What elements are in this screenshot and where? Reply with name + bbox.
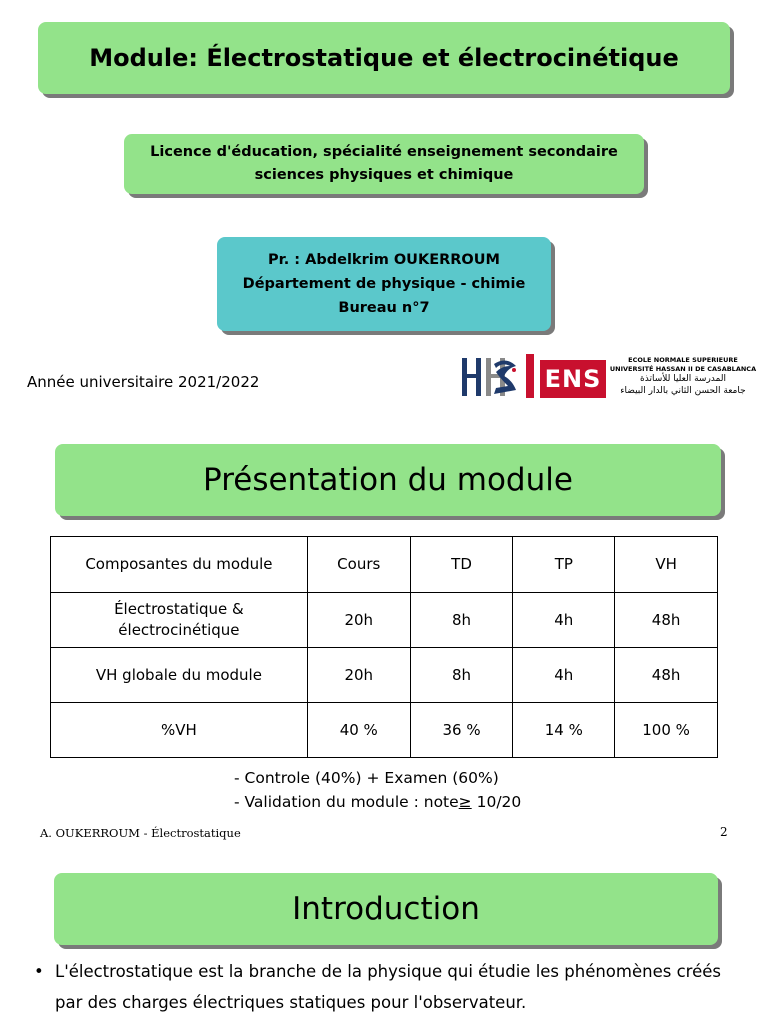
table-cell: VH globale du module: [51, 648, 308, 703]
licence-line-1: Licence d'éducation, spécialité enseignement secondaire: [150, 144, 618, 160]
ens-logo: ENS: [540, 360, 606, 398]
logo-divider: [526, 354, 534, 398]
table-row: [51, 593, 718, 648]
table-header-cell: TP: [513, 537, 615, 593]
table-cell: Électrostatique & électrocinétique: [51, 593, 308, 648]
ens-institution-text: [608, 356, 758, 397]
table-row: [51, 703, 718, 758]
introduction-heading-box: [54, 873, 718, 945]
table-cell: 4h: [513, 648, 615, 703]
validation-note: [234, 790, 521, 814]
page-number: 2: [720, 825, 728, 839]
table-cell: 20h: [307, 593, 410, 648]
department: Département de physique - chimie: [242, 276, 526, 292]
table-header-cell: TD: [410, 537, 513, 593]
table-cell: 20h: [307, 648, 410, 703]
office: Bureau n°7: [338, 300, 430, 316]
table-cell: 36 %: [410, 703, 513, 758]
licence-line-2: sciences physiques et chimique: [254, 167, 514, 183]
professor-name: Pr. : Abdelkrim OUKERROUM: [268, 252, 500, 268]
greater-equal-symbol: ≥: [458, 793, 472, 811]
module-title-box: [38, 22, 730, 94]
module-title: Module: Électrostatique et électrocinétique: [89, 44, 679, 72]
academic-year: Année universitaire 2021/2022: [27, 373, 260, 391]
evaluation-notes: [234, 766, 521, 814]
evaluation-note: - Controle (40%) + Examen (60%): [234, 769, 499, 787]
validation-threshold: 10/20: [471, 793, 522, 811]
licence-box: [124, 134, 644, 194]
intro-bullet-text: L'électrostatique est la branche de la physique qui étudie les phénomènes créés par des charges électriques statiques pour l'observateur.: [55, 962, 721, 1012]
table-header-cell: VH: [615, 537, 718, 593]
table-cell: 8h: [410, 648, 513, 703]
bullet-icon: •: [34, 962, 44, 981]
table-cell: 48h: [615, 648, 718, 703]
table-cell: 100 %: [615, 703, 718, 758]
table-header-row: [51, 537, 718, 593]
module-hours-table: [50, 536, 718, 758]
table-cell: 14 %: [513, 703, 615, 758]
footer-author: A. OUKERROUM - Électrostatique: [40, 826, 241, 840]
ens-line-2: UNIVERSITÉ HASSAN II DE CASABLANCA: [609, 365, 757, 373]
table-row: [51, 648, 718, 703]
intro-bullet: [34, 956, 744, 1018]
table-cell: 40 %: [307, 703, 410, 758]
ens-line-3-arabic: المدرسة العليا للأساتذة: [640, 374, 726, 384]
institution-logos: [460, 352, 760, 402]
presentation-heading-box: [55, 444, 721, 516]
table-cell: 8h: [410, 593, 513, 648]
ens-line-1: ECOLE NORMALE SUPERIEURE: [628, 356, 738, 364]
introduction-heading: Introduction: [292, 891, 480, 927]
table-cell: 48h: [615, 593, 718, 648]
presentation-heading: Présentation du module: [203, 462, 573, 498]
ens-line-4-arabic: جامعة الحسن الثاني بالدار البيضاء: [620, 386, 746, 396]
professor-box: [217, 237, 551, 331]
table-cell: 4h: [513, 593, 615, 648]
uh2c-logo-icon: [460, 354, 522, 400]
table-header-cell: Composantes du module: [51, 537, 308, 593]
table-cell: %VH: [51, 703, 308, 758]
validation-prefix: - Validation du module : note: [234, 793, 459, 811]
table-header-cell: Cours: [307, 537, 410, 593]
